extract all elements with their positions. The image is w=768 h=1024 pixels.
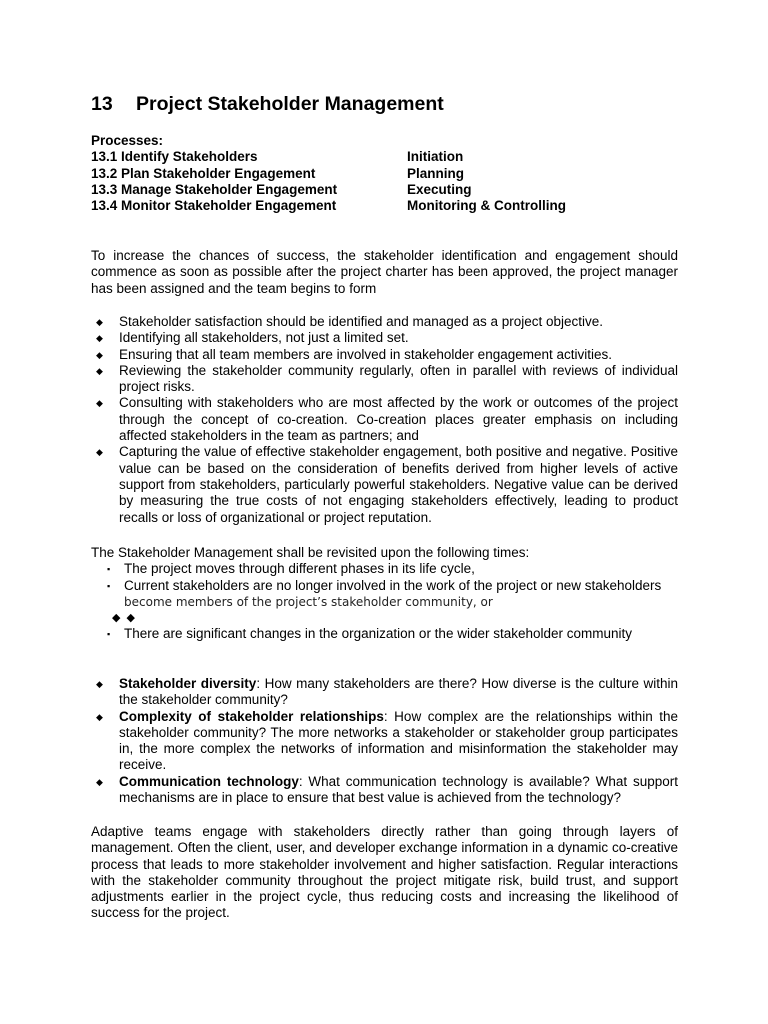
diamond-bullet-icon: ◆: [96, 679, 103, 689]
diamond-bullet-icon: ◆: [96, 365, 103, 376]
list-item: ▪ The project moves through different phases in its life cycle,: [107, 561, 475, 577]
list-item: ▪ There are significant changes in the organization or the wider stakeholder community: [107, 626, 633, 642]
diamond-bullet-icon: ◆: [96, 776, 103, 787]
process-row: [91, 198, 566, 214]
page-title: [91, 92, 444, 116]
process-group: Executing: [407, 181, 472, 197]
process-row: [91, 182, 566, 198]
considerations-list: [91, 676, 678, 806]
diamond-bullet-icon: ◆: [96, 711, 103, 722]
list-item: ◆ Ensuring that all team members are involved in stakeholder engagement activities.: [96, 346, 613, 362]
square-bullet-icon: ▪: [107, 580, 111, 591]
list-item: ▪ Current stakeholders are no longer involved in the work of the project or new stakeholders: [107, 577, 662, 593]
revisit-list: [91, 561, 678, 594]
processes-label: Processes:: [91, 133, 164, 148]
diamond-bullet-icon: ◆: [96, 349, 103, 360]
diamond-bullet-icon: ◆: [96, 398, 103, 409]
diamond-bullet-icon: ◆: [96, 317, 103, 327]
process-name: 13.4 Monitor Stakeholder Engagement: [91, 198, 337, 214]
processes-table: [91, 133, 566, 214]
consideration-term: Complexity of stakeholder relationships: [119, 708, 384, 724]
process-name: 13.1 Identify Stakeholders: [91, 149, 258, 165]
diamond-bullet-icon: ◆: [96, 447, 103, 458]
objectives-list: [91, 314, 678, 526]
list-item: ◆ Capturing the value of effective stakeholder engagement, both positive and negative. Positive value can be based on the consideration of benefits derived from higher levels of active support from stakeholders, particularly powerful stakeholders. Negative value can be derived by measuring the true costs of not engaging stakeholders effectively, leading to product recalls or loss of organizational or project reputation.: [96, 444, 678, 525]
list-item: ◆ Communication technology: What communication technology is available? What support mechanisms are in place to ensure that best value is achieved from the technology?: [96, 773, 678, 806]
adaptive-paragraph: Adaptive teams engage with stakeholders directly rather than going through layers of management. Often the client, user, and developer exchange information in a dynamic co-creative process that leads to more stakeholder involvement and higher satisfaction. Regular interactions with the stakeholder community throughout the project mitigate risk, build trust, and support adjustments earlier in the project cycle, thus reducing costs and increasing the likelihood of success for the project.: [91, 824, 678, 921]
consideration-term: Communication technology: [119, 773, 299, 789]
list-item: ◆ Identifying all stakeholders, not just a limited set.: [96, 330, 409, 346]
revisit-item-continuation: become members of the project’s stakeholder community, or: [124, 594, 493, 609]
consideration-term: Stakeholder diversity: [119, 676, 257, 691]
section-number: 13: [91, 93, 113, 115]
revisit-section: [91, 545, 678, 643]
list-item: ◆ Complexity of stakeholder relationships: How complex are the relationships within the stakeholder community? The more networks a stakeholder or stakeholder group participates in, the more complex the networks of information and misinformation the stakeholder may receive.: [96, 708, 678, 773]
process-group: Planning: [407, 165, 464, 181]
revisit-list-2: [91, 626, 678, 642]
square-bullet-icon: ▪: [107, 629, 111, 640]
process-row: [91, 166, 566, 182]
intro-paragraph: To increase the chances of success, the stakeholder identification and engagement should commence as soon as possible after the project charter has been approved, the project manager has been assigned and the team begins to form: [91, 248, 678, 296]
process-row: [91, 149, 566, 165]
process-group: Initiation: [407, 149, 464, 165]
square-bullet-icon: ▪: [107, 564, 111, 575]
diamond-bullet-icon: ◆: [96, 333, 103, 344]
list-item: ◆ Reviewing the stakeholder community regularly, often in parallel with reviews of individual project risks.: [96, 362, 678, 395]
list-item: ◆ Consulting with stakeholders who are most affected by the work or outcomes of the project through the concept of co-creation. Co-creation places greater emphasis on including affected stakeholders in the team as partners; and: [96, 395, 678, 444]
process-group: Monitoring & Controlling: [407, 198, 566, 214]
process-name: 13.3 Manage Stakeholder Engagement: [91, 181, 338, 197]
process-name: 13.2 Plan Stakeholder Engagement: [91, 165, 316, 181]
revisit-intro: The Stakeholder Management shall be revisited upon the following times:: [91, 545, 530, 560]
list-item: ◆ Stakeholder diversity: How many stakeholders are there? How diverse is the culture within the stakeholder community?: [96, 676, 678, 708]
list-item: ◆ Stakeholder satisfaction should be identified and managed as a project objective.: [96, 314, 604, 329]
stray-diamond-icons: ◆◆: [112, 612, 141, 625]
section-title: Project Stakeholder Management: [136, 93, 444, 115]
